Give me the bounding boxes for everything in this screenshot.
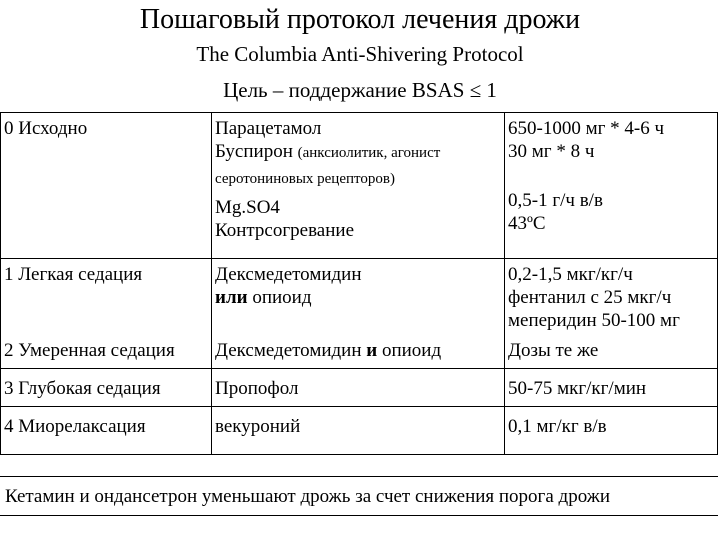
footer-note: Кетамин и ондансетрон уменьшают дрожь за счет снижения порога дрожи	[0, 476, 718, 516]
table-row	[1, 339, 718, 369]
doses-cell	[505, 369, 718, 407]
stage-label: 2 Умеренная седация	[4, 339, 175, 361]
doses-cell	[505, 407, 718, 455]
dose-value: 0,1 мг/кг в/в	[508, 416, 607, 437]
table-row	[1, 369, 718, 407]
dose-value: 0,5-1 г/ч в/в	[508, 190, 603, 211]
drug-name: Контрсогревание	[215, 220, 355, 241]
dose-value: фентанил с 25 мкг/ч	[508, 287, 672, 308]
page-subtitle: The Columbia Anti-Shivering Protocol	[196, 42, 524, 66]
stage-label: 4 Миорелаксация	[4, 416, 146, 437]
stage-cell	[1, 339, 212, 369]
table-row	[1, 113, 718, 259]
dose-value: 50-75 мкг/кг/мин	[508, 378, 647, 399]
dose-value: Дозы те же	[508, 339, 599, 361]
page-title: Пошаговый протокол лечения дрожи	[139, 4, 581, 35]
dose-value: 30 мг * 8 ч	[508, 141, 595, 162]
drugs-cell	[212, 259, 505, 339]
protocol-table	[0, 112, 718, 455]
doses-cell	[505, 113, 718, 259]
drug-name: векуроний	[215, 416, 301, 437]
dose-value: 43ºC	[508, 213, 546, 234]
drugs-cell	[212, 113, 505, 259]
drug-name: Пропофол	[215, 378, 299, 399]
doses-cell	[505, 339, 718, 369]
dose-value: 650-1000 мг * 4-6 ч	[508, 118, 665, 139]
stage-label: 0 Исходно	[4, 118, 88, 139]
drug-name: Буспирон (анксиолитик, агонист	[215, 141, 441, 162]
drug-name: Дексмедетомидин и опиоид	[215, 339, 442, 361]
drug-name: Дексмедетомидин	[215, 264, 362, 285]
drug-name: или опиоид	[215, 287, 312, 308]
drugs-cell	[212, 369, 505, 407]
drugs-cell	[212, 339, 505, 369]
drugs-cell	[212, 407, 505, 455]
dose-value: меперидин 50-100 мг	[508, 310, 680, 331]
drug-note: (анксиолитик, агонист	[297, 145, 441, 161]
protocol-goal: Цель – поддержание BSAS ≤ 1	[223, 78, 497, 102]
doses-cell	[505, 259, 718, 339]
table-row	[1, 259, 718, 339]
table-row	[1, 407, 718, 455]
stage-label: 1 Легкая седация	[4, 264, 143, 285]
stage-label: 3 Глубокая седация	[4, 378, 161, 399]
stage-cell	[1, 407, 212, 455]
dose-value: 0,2-1,5 мкг/кг/ч	[508, 264, 633, 285]
stage-cell	[1, 113, 212, 259]
stage-cell	[1, 259, 212, 339]
drug-name: Mg.SO4	[215, 197, 280, 218]
stage-cell	[1, 369, 212, 407]
drug-name: Парацетамол	[215, 118, 322, 139]
drug-note: серотониновых рецепторов)	[215, 171, 395, 187]
